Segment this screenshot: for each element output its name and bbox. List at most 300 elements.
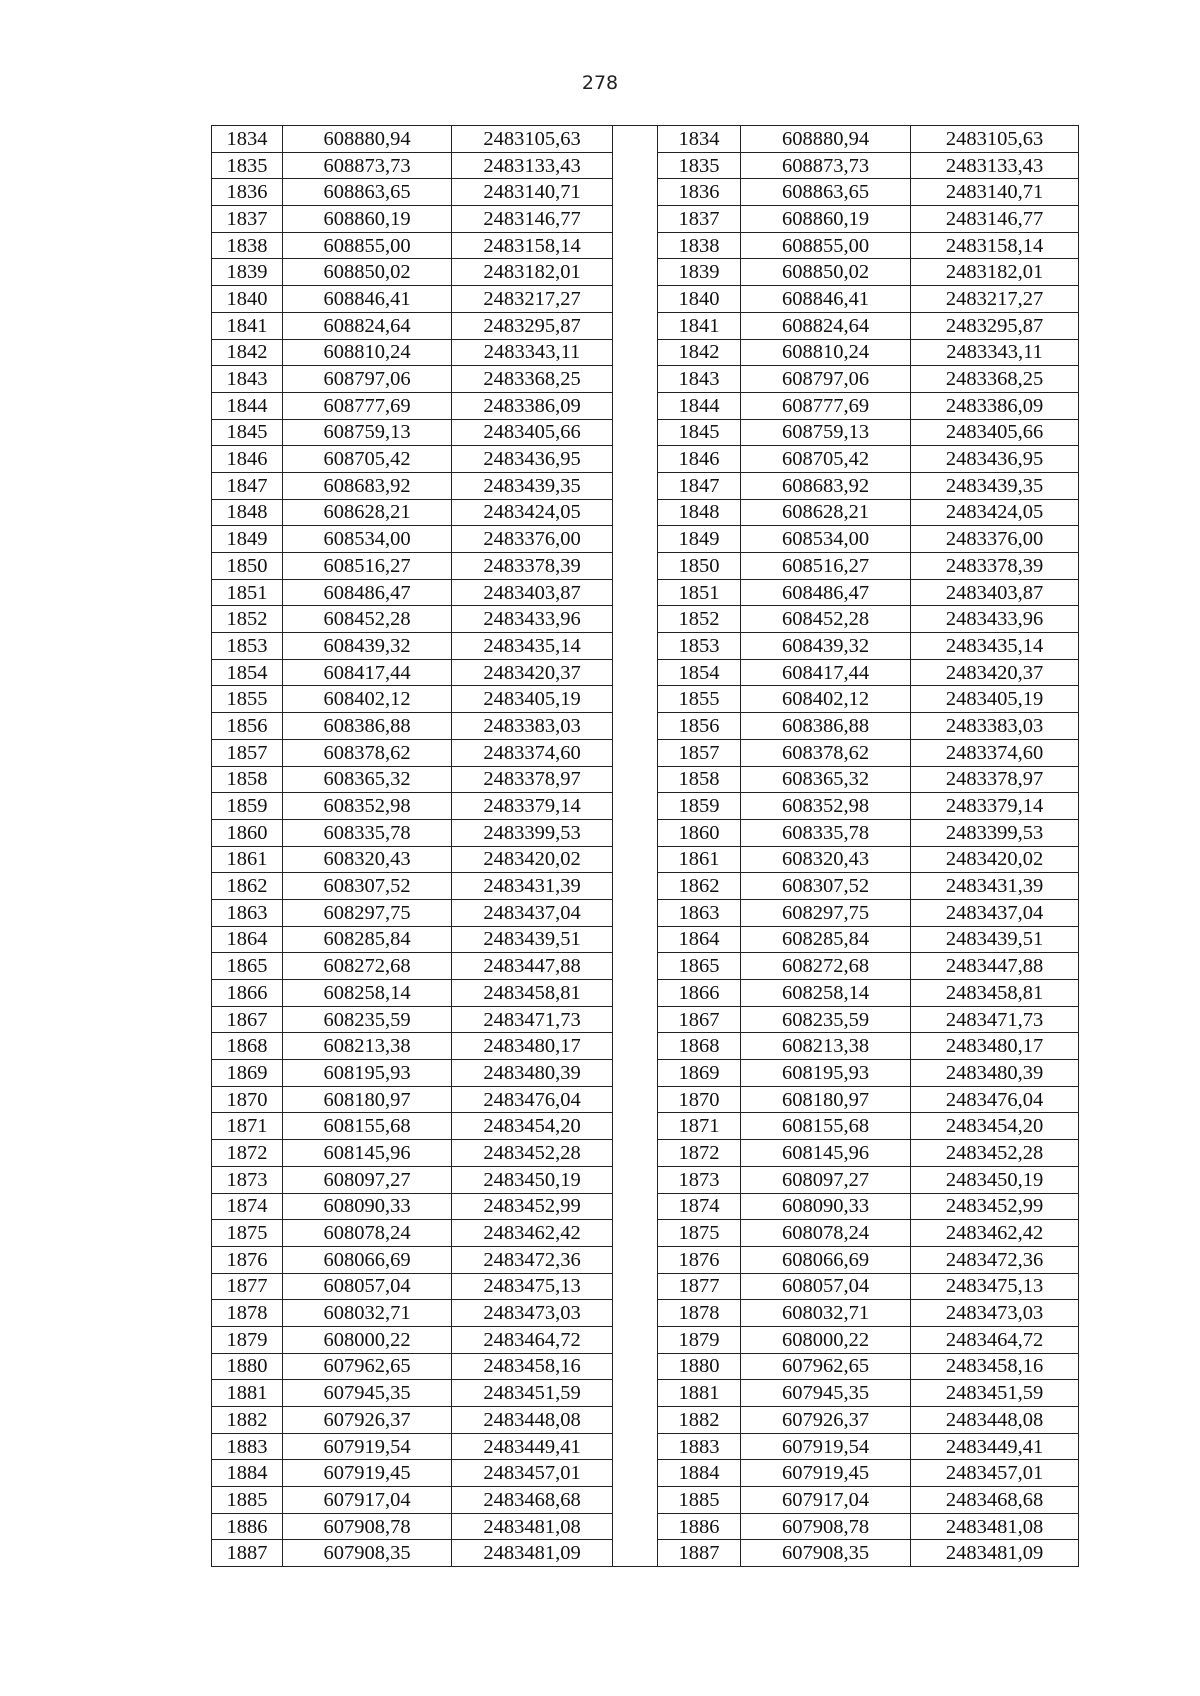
- y-coordinate-cell-left: 2483378,39: [452, 553, 613, 580]
- x-coordinate-cell-right: 607908,78: [741, 1513, 911, 1540]
- x-coordinate-cell-right: 608235,59: [741, 1006, 911, 1033]
- y-coordinate-cell-right: 2483217,27: [911, 286, 1079, 313]
- point-number-cell-right: 1847: [658, 472, 741, 499]
- column-gap: [613, 1086, 658, 1113]
- x-coordinate-cell-right: 608285,84: [741, 926, 911, 953]
- x-coordinate-cell-left: 608797,06: [283, 366, 452, 393]
- column-gap: [613, 579, 658, 606]
- point-number-cell-right: 1835: [658, 152, 741, 179]
- y-coordinate-cell-right: 2483403,87: [911, 579, 1079, 606]
- table-row: [212, 633, 1079, 660]
- y-coordinate-cell-left: 2483458,81: [452, 980, 613, 1007]
- column-gap: [613, 739, 658, 766]
- x-coordinate-cell-left: 608860,19: [283, 206, 452, 233]
- table-row: [212, 1433, 1079, 1460]
- x-coordinate-cell-left: 608097,27: [283, 1166, 452, 1193]
- x-coordinate-cell-right: 608378,62: [741, 739, 911, 766]
- table-row: [212, 953, 1079, 980]
- x-coordinate-cell-right: 608365,32: [741, 766, 911, 793]
- y-coordinate-cell-right: 2483481,09: [911, 1540, 1079, 1567]
- x-coordinate-cell-left: 608195,93: [283, 1060, 452, 1087]
- x-coordinate-cell-right: 608307,52: [741, 873, 911, 900]
- x-coordinate-cell-left: 608850,02: [283, 259, 452, 286]
- y-coordinate-cell-right: 2483182,01: [911, 259, 1079, 286]
- point-number-cell-left: 1854: [212, 659, 283, 686]
- y-coordinate-cell-left: 2483471,73: [452, 1006, 613, 1033]
- column-gap: [613, 633, 658, 660]
- x-coordinate-cell-right: 608057,04: [741, 1273, 911, 1300]
- column-gap: [613, 873, 658, 900]
- point-number-cell-right: 1841: [658, 312, 741, 339]
- y-coordinate-cell-right: 2483480,17: [911, 1033, 1079, 1060]
- point-number-cell-left: 1852: [212, 606, 283, 633]
- coordinates-table-body: [212, 126, 1079, 1567]
- x-coordinate-cell-right: 608683,92: [741, 472, 911, 499]
- point-number-cell-right: 1870: [658, 1086, 741, 1113]
- x-coordinate-cell-right: 608213,38: [741, 1033, 911, 1060]
- point-number-cell-right: 1865: [658, 953, 741, 980]
- y-coordinate-cell-left: 2483158,14: [452, 232, 613, 259]
- x-coordinate-cell-left: 608705,42: [283, 446, 452, 473]
- point-number-cell-left: 1841: [212, 312, 283, 339]
- x-coordinate-cell-left: 608307,52: [283, 873, 452, 900]
- y-coordinate-cell-right: 2483420,37: [911, 659, 1079, 686]
- y-coordinate-cell-left: 2483105,63: [452, 126, 613, 153]
- table-row: [212, 126, 1079, 153]
- point-number-cell-left: 1868: [212, 1033, 283, 1060]
- y-coordinate-cell-right: 2483405,19: [911, 686, 1079, 713]
- point-number-cell-right: 1855: [658, 686, 741, 713]
- point-number-cell-left: 1838: [212, 232, 283, 259]
- table-row: [212, 232, 1079, 259]
- y-coordinate-cell-right: 2483437,04: [911, 899, 1079, 926]
- column-gap: [613, 259, 658, 286]
- x-coordinate-cell-right: 608846,41: [741, 286, 911, 313]
- column-gap: [613, 713, 658, 740]
- x-coordinate-cell-left: 607945,35: [283, 1380, 452, 1407]
- point-number-cell-right: 1860: [658, 819, 741, 846]
- y-coordinate-cell-left: 2483464,72: [452, 1326, 613, 1353]
- point-number-cell-left: 1844: [212, 392, 283, 419]
- y-coordinate-cell-left: 2483454,20: [452, 1113, 613, 1140]
- y-coordinate-cell-right: 2483451,59: [911, 1380, 1079, 1407]
- x-coordinate-cell-left: 608452,28: [283, 606, 452, 633]
- x-coordinate-cell-left: 608486,47: [283, 579, 452, 606]
- y-coordinate-cell-right: 2483105,63: [911, 126, 1079, 153]
- y-coordinate-cell-right: 2483436,95: [911, 446, 1079, 473]
- table-row: [212, 392, 1079, 419]
- y-coordinate-cell-left: 2483439,35: [452, 472, 613, 499]
- x-coordinate-cell-right: 608439,32: [741, 633, 911, 660]
- y-coordinate-cell-right: 2483462,42: [911, 1220, 1079, 1247]
- x-coordinate-cell-left: 607962,65: [283, 1353, 452, 1380]
- point-number-cell-right: 1867: [658, 1006, 741, 1033]
- x-coordinate-cell-right: 608417,44: [741, 659, 911, 686]
- point-number-cell-left: 1848: [212, 499, 283, 526]
- x-coordinate-cell-right: 608195,93: [741, 1060, 911, 1087]
- y-coordinate-cell-right: 2483457,01: [911, 1460, 1079, 1487]
- x-coordinate-cell-left: 608297,75: [283, 899, 452, 926]
- point-number-cell-left: 1864: [212, 926, 283, 953]
- y-coordinate-cell-right: 2483471,73: [911, 1006, 1079, 1033]
- point-number-cell-right: 1837: [658, 206, 741, 233]
- y-coordinate-cell-left: 2483449,41: [452, 1433, 613, 1460]
- table-row: [212, 446, 1079, 473]
- x-coordinate-cell-left: 608417,44: [283, 659, 452, 686]
- x-coordinate-cell-right: 608863,65: [741, 179, 911, 206]
- point-number-cell-left: 1871: [212, 1113, 283, 1140]
- point-number-cell-right: 1871: [658, 1113, 741, 1140]
- y-coordinate-cell-left: 2483468,68: [452, 1487, 613, 1514]
- x-coordinate-cell-left: 608335,78: [283, 819, 452, 846]
- y-coordinate-cell-right: 2483433,96: [911, 606, 1079, 633]
- x-coordinate-cell-right: 608873,73: [741, 152, 911, 179]
- y-coordinate-cell-left: 2483475,13: [452, 1273, 613, 1300]
- point-number-cell-right: 1873: [658, 1166, 741, 1193]
- point-number-cell-right: 1836: [658, 179, 741, 206]
- y-coordinate-cell-right: 2483458,16: [911, 1353, 1079, 1380]
- y-coordinate-cell-right: 2483468,68: [911, 1487, 1079, 1514]
- column-gap: [613, 793, 658, 820]
- y-coordinate-cell-right: 2483376,00: [911, 526, 1079, 553]
- point-number-cell-left: 1867: [212, 1006, 283, 1033]
- point-number-cell-right: 1838: [658, 232, 741, 259]
- x-coordinate-cell-left: 608439,32: [283, 633, 452, 660]
- column-gap: [613, 1246, 658, 1273]
- point-number-cell-right: 1884: [658, 1460, 741, 1487]
- coordinates-table: [211, 125, 1079, 1567]
- page-number: 278: [581, 72, 619, 94]
- point-number-cell-left: 1837: [212, 206, 283, 233]
- x-coordinate-cell-right: 608352,98: [741, 793, 911, 820]
- x-coordinate-cell-right: 608452,28: [741, 606, 911, 633]
- x-coordinate-cell-right: 608335,78: [741, 819, 911, 846]
- table-row: [212, 1060, 1079, 1087]
- point-number-cell-left: 1853: [212, 633, 283, 660]
- x-coordinate-cell-left: 608880,94: [283, 126, 452, 153]
- table-row: [212, 179, 1079, 206]
- y-coordinate-cell-right: 2483435,14: [911, 633, 1079, 660]
- column-gap: [613, 553, 658, 580]
- point-number-cell-left: 1879: [212, 1326, 283, 1353]
- y-coordinate-cell-left: 2483481,08: [452, 1513, 613, 1540]
- x-coordinate-cell-left: 607908,35: [283, 1540, 452, 1567]
- y-coordinate-cell-left: 2483452,99: [452, 1193, 613, 1220]
- y-coordinate-cell-left: 2483450,19: [452, 1166, 613, 1193]
- x-coordinate-cell-left: 608824,64: [283, 312, 452, 339]
- point-number-cell-left: 1835: [212, 152, 283, 179]
- point-number-cell-left: 1863: [212, 899, 283, 926]
- column-gap: [613, 659, 658, 686]
- point-number-cell-left: 1857: [212, 739, 283, 766]
- x-coordinate-cell-left: 608066,69: [283, 1246, 452, 1273]
- x-coordinate-cell-left: 608000,22: [283, 1326, 452, 1353]
- point-number-cell-right: 1856: [658, 713, 741, 740]
- column-gap: [613, 1326, 658, 1353]
- point-number-cell-left: 1862: [212, 873, 283, 900]
- x-coordinate-cell-right: 607908,35: [741, 1540, 911, 1567]
- x-coordinate-cell-left: 608759,13: [283, 419, 452, 446]
- x-coordinate-cell-left: 608258,14: [283, 980, 452, 1007]
- table-row: [212, 553, 1079, 580]
- column-gap: [613, 152, 658, 179]
- x-coordinate-cell-right: 608145,96: [741, 1140, 911, 1167]
- table-row: [212, 1113, 1079, 1140]
- point-number-cell-right: 1858: [658, 766, 741, 793]
- table-row: [212, 1246, 1079, 1273]
- point-number-cell-left: 1843: [212, 366, 283, 393]
- point-number-cell-left: 1865: [212, 953, 283, 980]
- table-row: [212, 472, 1079, 499]
- column-gap: [613, 1113, 658, 1140]
- x-coordinate-cell-left: 608534,00: [283, 526, 452, 553]
- y-coordinate-cell-right: 2483464,72: [911, 1326, 1079, 1353]
- y-coordinate-cell-left: 2483376,00: [452, 526, 613, 553]
- table-row: [212, 1326, 1079, 1353]
- point-number-cell-left: 1875: [212, 1220, 283, 1247]
- point-number-cell-left: 1880: [212, 1353, 283, 1380]
- y-coordinate-cell-left: 2483452,28: [452, 1140, 613, 1167]
- point-number-cell-right: 1872: [658, 1140, 741, 1167]
- table-row: [212, 1086, 1079, 1113]
- table-row: [212, 766, 1079, 793]
- table-row: [212, 926, 1079, 953]
- y-coordinate-cell-right: 2483405,66: [911, 419, 1079, 446]
- point-number-cell-right: 1842: [658, 339, 741, 366]
- y-coordinate-cell-right: 2483454,20: [911, 1113, 1079, 1140]
- x-coordinate-cell-left: 607917,04: [283, 1487, 452, 1514]
- point-number-cell-left: 1834: [212, 126, 283, 153]
- y-coordinate-cell-left: 2483140,71: [452, 179, 613, 206]
- x-coordinate-cell-right: 608272,68: [741, 953, 911, 980]
- x-coordinate-cell-left: 608272,68: [283, 953, 452, 980]
- table-row: [212, 1220, 1079, 1247]
- table-row: [212, 366, 1079, 393]
- x-coordinate-cell-right: 607919,45: [741, 1460, 911, 1487]
- point-number-cell-left: 1866: [212, 980, 283, 1007]
- column-gap: [613, 846, 658, 873]
- x-coordinate-cell-left: 608145,96: [283, 1140, 452, 1167]
- point-number-cell-left: 1885: [212, 1487, 283, 1514]
- point-number-cell-left: 1886: [212, 1513, 283, 1540]
- table-row: [212, 1166, 1079, 1193]
- column-gap: [613, 899, 658, 926]
- x-coordinate-cell-left: 608090,33: [283, 1193, 452, 1220]
- table-row: [212, 1193, 1079, 1220]
- point-number-cell-left: 1872: [212, 1140, 283, 1167]
- y-coordinate-cell-left: 2483457,01: [452, 1460, 613, 1487]
- x-coordinate-cell-left: 608683,92: [283, 472, 452, 499]
- point-number-cell-right: 1853: [658, 633, 741, 660]
- column-gap: [613, 1380, 658, 1407]
- y-coordinate-cell-right: 2483439,51: [911, 926, 1079, 953]
- y-coordinate-cell-left: 2483447,88: [452, 953, 613, 980]
- point-number-cell-right: 1864: [658, 926, 741, 953]
- point-number-cell-right: 1843: [658, 366, 741, 393]
- x-coordinate-cell-left: 608628,21: [283, 499, 452, 526]
- point-number-cell-left: 1847: [212, 472, 283, 499]
- y-coordinate-cell-right: 2483431,39: [911, 873, 1079, 900]
- point-number-cell-right: 1840: [658, 286, 741, 313]
- point-number-cell-left: 1840: [212, 286, 283, 313]
- table-row: [212, 873, 1079, 900]
- column-gap: [613, 126, 658, 153]
- x-coordinate-cell-right: 608402,12: [741, 686, 911, 713]
- y-coordinate-cell-right: 2483424,05: [911, 499, 1079, 526]
- y-coordinate-cell-right: 2483374,60: [911, 739, 1079, 766]
- y-coordinate-cell-right: 2483449,41: [911, 1433, 1079, 1460]
- point-number-cell-left: 1855: [212, 686, 283, 713]
- x-coordinate-cell-left: 608378,62: [283, 739, 452, 766]
- table-row: [212, 1273, 1079, 1300]
- x-coordinate-cell-right: 608628,21: [741, 499, 911, 526]
- point-number-cell-right: 1851: [658, 579, 741, 606]
- y-coordinate-cell-right: 2483450,19: [911, 1166, 1079, 1193]
- y-coordinate-cell-left: 2483458,16: [452, 1353, 613, 1380]
- x-coordinate-cell-right: 608320,43: [741, 846, 911, 873]
- table-row: [212, 1460, 1079, 1487]
- y-coordinate-cell-left: 2483405,66: [452, 419, 613, 446]
- table-row: [212, 1033, 1079, 1060]
- point-number-cell-right: 1866: [658, 980, 741, 1007]
- y-coordinate-cell-left: 2483217,27: [452, 286, 613, 313]
- point-number-cell-right: 1874: [658, 1193, 741, 1220]
- x-coordinate-cell-left: 608235,59: [283, 1006, 452, 1033]
- table-row: [212, 606, 1079, 633]
- x-coordinate-cell-right: 608850,02: [741, 259, 911, 286]
- x-coordinate-cell-right: 608797,06: [741, 366, 911, 393]
- point-number-cell-right: 1886: [658, 1513, 741, 1540]
- table-row: [212, 659, 1079, 686]
- point-number-cell-left: 1845: [212, 419, 283, 446]
- point-number-cell-left: 1870: [212, 1086, 283, 1113]
- column-gap: [613, 419, 658, 446]
- y-coordinate-cell-right: 2483378,39: [911, 553, 1079, 580]
- table-row: [212, 499, 1079, 526]
- column-gap: [613, 1540, 658, 1567]
- y-coordinate-cell-left: 2483146,77: [452, 206, 613, 233]
- x-coordinate-cell-right: 607926,37: [741, 1407, 911, 1434]
- point-number-cell-left: 1836: [212, 179, 283, 206]
- point-number-cell-left: 1861: [212, 846, 283, 873]
- x-coordinate-cell-left: 608057,04: [283, 1273, 452, 1300]
- column-gap: [613, 366, 658, 393]
- point-number-cell-left: 1874: [212, 1193, 283, 1220]
- column-gap: [613, 606, 658, 633]
- x-coordinate-cell-right: 608705,42: [741, 446, 911, 473]
- y-coordinate-cell-left: 2483182,01: [452, 259, 613, 286]
- table-row: [212, 1300, 1079, 1327]
- y-coordinate-cell-left: 2483481,09: [452, 1540, 613, 1567]
- x-coordinate-cell-right: 608516,27: [741, 553, 911, 580]
- point-number-cell-left: 1884: [212, 1460, 283, 1487]
- point-number-cell-right: 1849: [658, 526, 741, 553]
- y-coordinate-cell-left: 2483448,08: [452, 1407, 613, 1434]
- point-number-cell-right: 1834: [658, 126, 741, 153]
- column-gap: [613, 392, 658, 419]
- point-number-cell-right: 1887: [658, 1540, 741, 1567]
- y-coordinate-cell-left: 2483476,04: [452, 1086, 613, 1113]
- point-number-cell-right: 1844: [658, 392, 741, 419]
- point-number-cell-right: 1852: [658, 606, 741, 633]
- x-coordinate-cell-right: 608880,94: [741, 126, 911, 153]
- column-gap: [613, 953, 658, 980]
- y-coordinate-cell-right: 2483475,13: [911, 1273, 1079, 1300]
- column-gap: [613, 766, 658, 793]
- x-coordinate-cell-right: 608258,14: [741, 980, 911, 1007]
- y-coordinate-cell-right: 2483140,71: [911, 179, 1079, 206]
- y-coordinate-cell-left: 2483374,60: [452, 739, 613, 766]
- point-number-cell-right: 1876: [658, 1246, 741, 1273]
- y-coordinate-cell-right: 2483378,97: [911, 766, 1079, 793]
- y-coordinate-cell-right: 2483383,03: [911, 713, 1079, 740]
- x-coordinate-cell-left: 608402,12: [283, 686, 452, 713]
- column-gap: [613, 1407, 658, 1434]
- column-gap: [613, 1166, 658, 1193]
- x-coordinate-cell-right: 608810,24: [741, 339, 911, 366]
- column-gap: [613, 312, 658, 339]
- point-number-cell-right: 1850: [658, 553, 741, 580]
- point-number-cell-right: 1885: [658, 1487, 741, 1514]
- y-coordinate-cell-left: 2483405,19: [452, 686, 613, 713]
- point-number-cell-right: 1883: [658, 1433, 741, 1460]
- column-gap: [613, 472, 658, 499]
- x-coordinate-cell-left: 608285,84: [283, 926, 452, 953]
- y-coordinate-cell-right: 2483379,14: [911, 793, 1079, 820]
- column-gap: [613, 1487, 658, 1514]
- point-number-cell-right: 1868: [658, 1033, 741, 1060]
- x-coordinate-cell-left: 608873,73: [283, 152, 452, 179]
- x-coordinate-cell-right: 608032,71: [741, 1300, 911, 1327]
- y-coordinate-cell-left: 2483403,87: [452, 579, 613, 606]
- y-coordinate-cell-left: 2483433,96: [452, 606, 613, 633]
- y-coordinate-cell-right: 2483458,81: [911, 980, 1079, 1007]
- y-coordinate-cell-right: 2483439,35: [911, 472, 1079, 499]
- x-coordinate-cell-right: 608078,24: [741, 1220, 911, 1247]
- x-coordinate-cell-left: 608032,71: [283, 1300, 452, 1327]
- table-row: [212, 312, 1079, 339]
- point-number-cell-right: 1854: [658, 659, 741, 686]
- point-number-cell-right: 1875: [658, 1220, 741, 1247]
- point-number-cell-right: 1845: [658, 419, 741, 446]
- table-row: [212, 579, 1079, 606]
- table-row: [212, 419, 1079, 446]
- y-coordinate-cell-left: 2483383,03: [452, 713, 613, 740]
- table-row: [212, 1407, 1079, 1434]
- column-gap: [613, 1353, 658, 1380]
- column-gap: [613, 1300, 658, 1327]
- y-coordinate-cell-left: 2483480,39: [452, 1060, 613, 1087]
- y-coordinate-cell-right: 2483158,14: [911, 232, 1079, 259]
- column-gap: [613, 499, 658, 526]
- x-coordinate-cell-right: 608097,27: [741, 1166, 911, 1193]
- y-coordinate-cell-right: 2483420,02: [911, 846, 1079, 873]
- table-row: [212, 286, 1079, 313]
- y-coordinate-cell-left: 2483480,17: [452, 1033, 613, 1060]
- y-coordinate-cell-left: 2483295,87: [452, 312, 613, 339]
- y-coordinate-cell-left: 2483436,95: [452, 446, 613, 473]
- point-number-cell-left: 1881: [212, 1380, 283, 1407]
- y-coordinate-cell-left: 2483451,59: [452, 1380, 613, 1407]
- point-number-cell-left: 1877: [212, 1273, 283, 1300]
- table-row: [212, 1380, 1079, 1407]
- point-number-cell-left: 1849: [212, 526, 283, 553]
- x-coordinate-cell-left: 607919,54: [283, 1433, 452, 1460]
- column-gap: [613, 286, 658, 313]
- column-gap: [613, 1060, 658, 1087]
- y-coordinate-cell-left: 2483378,97: [452, 766, 613, 793]
- point-number-cell-right: 1848: [658, 499, 741, 526]
